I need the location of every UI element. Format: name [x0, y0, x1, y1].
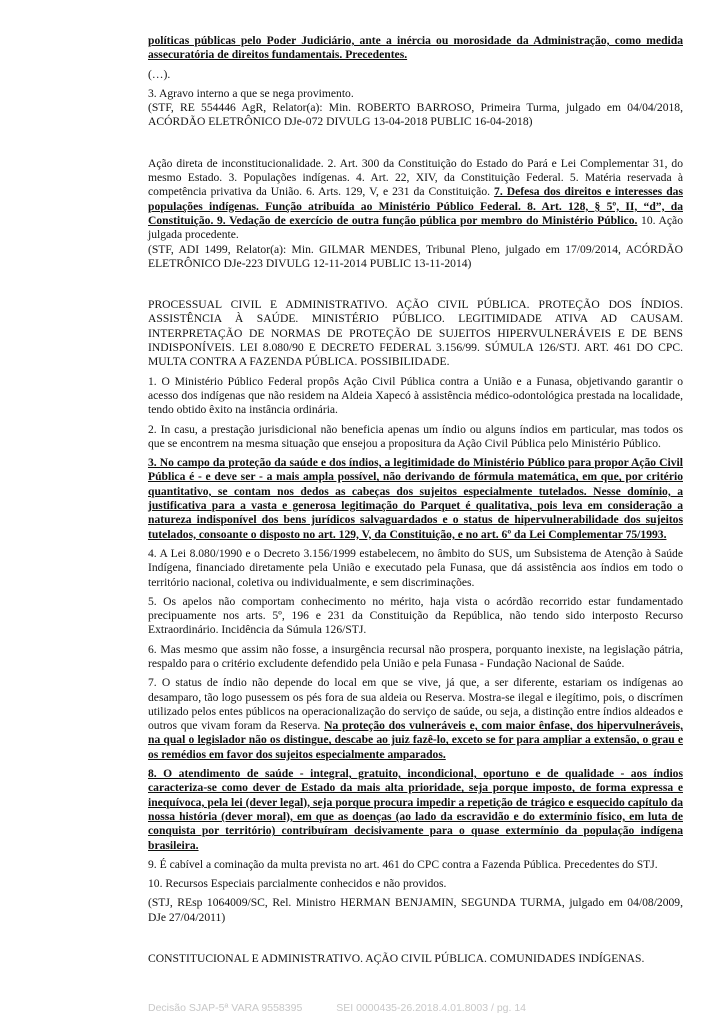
document-page [148, 34, 683, 971]
agravo-paragraph: 3. Agravo interno a que se nega provimento. [148, 86, 354, 100]
adi-ementa-text: Ação direta de inconstitucionalidade. 2. Art. 300 da Constituição do Estado do Pará e Lei Complementar 31, do mesmo Estado. 3. Populações indígenas. 4. Art. 22, XIV, da Constituição Federal. 5. Matéria reservada à competência privativa da União. 6. Arts. 129, V, e 231 da Constituição. [148, 156, 683, 199]
spacer [148, 135, 683, 157]
stf-adi-citation: (STF, ADI 1499, Relator(a): Min. GILMAR MENDES, Tribunal Pleno, julgado em 17/09/2014, ACÓRDÃO ELETRÔNICO DJe-223 DIVULG 12-11-2014 PUBLIC 13-11-2014) [148, 242, 683, 270]
resp-item-10: 10. Recursos Especiais parcialmente conhecidos e não providos. [148, 877, 447, 891]
resp-item-7-text: 7. O status de índio não depende do local em que se vive, já que, a ser diferente, estariam os indígenas ao desamparo, tão logo pusessem os pés fora de sua aldeia ou Reserva. Mostra-se ilegal e ilegítimo, pois, o discrímen utilizado pelos entes públicos na operacionalização do serviço de saúde, ou seja, a distinção entre índios aldeados e outros que vivam foram da Reserva. [148, 676, 683, 733]
resp-item-6: 6. Mas mesmo que assim não fosse, a insurgência recursal não prospera, porquanto inexiste, na legislação pátria, respaldo para o critério excludente defendido pela União e pela Funasa - Fundação Nacional de Saúde. [148, 642, 683, 670]
resp-ementa-heading: PROCESSUAL CIVIL E ADMINISTRATIVO. AÇÃO CIVIL PÚBLICA. PROTEÇÃO DOS ÍNDIOS. ASSISTÊNCIA À SAÚDE. MINISTÉRIO PÚBLICO. LEGITIMIDADE ATIVA AD CAUSAM. INTERPRETAÇÃO DE NORMAS DE PROTEÇÃO DE SUJEITOS HIPERVULNERÁVEIS E DE BENS INDISPONÍVEIS. LEI 8.080/90 E DECRETO FEDERAL 3.156/99. SÚMULA 126/STJ. ART. 461 DO CPC. MULTA CONTRA A FAZENDA PÚBLICA. POSSIBILIDADE. [148, 298, 683, 369]
adi-ementa-tail: 10. Ação julgada procedente. [148, 213, 683, 242]
resp-item-8: 8. O atendimento de saúde - integral, gratuito, incondicional, oportuno e de qualidade - aos índios caracteriza-se como dever de Estado da mais alta prioridade, seja porque imposto, de forma expressa e inequívoca, pela lei (dever legal), seja porque procura impedir a repetição de trágico e esquecido capítulo da nossa história (dever moral), em que as doenças (ao lado da escravidão e do extermínio físico, em luta de conquista por território) contribuíram decisivamente para o quase extermínio da população indígena brasileira. [148, 767, 683, 852]
adi-ementa-emphasis: 7. Defesa dos direitos e interesses das populações indígenas. Função atribuída ao Ministério Público Federal. 8. Art. 128, § 5º, II, “d”, da Constituição. 9. Vedação de exercício de outra função pública por membro do Ministério Público. [148, 185, 683, 227]
resp-item-3: 3. No campo da proteção da saúde e dos índios, a legitimidade do Ministério Público para propor Ação Civil Pública é - e deve ser - a mais ampla possível, não derivando de fórmula matemática, em que, por critério quantitativo, se contam nos dedos as cabeças dos sujeitos especialmente tutelados. Nesse domínio, a justificativa para a vasta e generosa legitimação do Parquet é qualitativa, pois leva em consideração a natureza indisponível dos bens jurídicos salvaguardados e o status de hipervulnerabilidade dos sujeitos tutelados, consoante o disposto no art. 129, V, da Constituição, e no art. 6º da Lei Complementar 75/1993. [148, 456, 683, 541]
paragraph-precedentes-conclusion: políticas públicas pelo Poder Judiciário, ante a inércia ou morosidade da Administração, como medida assecuratória de direitos fundamentais. Precedentes. [148, 34, 683, 62]
page-footer [148, 1002, 708, 1014]
resp-item-1: 1. O Ministério Público Federal propôs Ação Civil Pública contra a União e a Funasa, objetivando garantir o acesso dos indígenas que não residem na Aldeia Xapecó à assistência médico-odontológica prestada na localidade, tendo obtido êxito na instância ordinária. [148, 374, 683, 417]
resp-item-9: 9. É cabível a cominação da multa prevista no art. 461 do CPC contra a Fazenda Pública. Precedentes do STJ. [148, 857, 658, 871]
footer-decision-id: Decisão SJAP-5ª VARA 9558395 [148, 1002, 303, 1014]
footer-sei-page: SEI 0000435-26.2018.4.01.8003 / pg. 14 [336, 1002, 527, 1014]
spacer [148, 276, 683, 298]
resp-item-4: 4. A Lei 8.080/1990 e o Decreto 3.156/1999 estabelecem, no âmbito do SUS, um Subsistema de Atenção à Saúde Indígena, financiado diretamente pela União e executado pela Funasa, que dá assistência aos índios em todo o território nacional, coletiva ou individualmente, e sem discriminações. [148, 546, 683, 589]
resp-item-2: 2. In casu, a prestação jurisdicional não beneficia apenas um índio ou alguns índios em particular, mas todos os que se encontrem na mesma situação que ensejou a propositura da Ação Civil Pública pelo Ministério Público. [148, 422, 683, 450]
stj-resp-citation: (STJ, REsp 1064009/SC, Rel. Ministro HERMAN BENJAMIN, SEGUNDA TURMA, julgado em 04/08/2009, DJe 27/04/2011) [148, 896, 683, 924]
spacer [148, 930, 683, 952]
adi-ementa-paragraph [148, 157, 683, 243]
resp-item-5: 5. Os apelos não comportam conhecimento no mérito, haja vista o acórdão recorrido estar fundamentado precipuamente nos arts. 5º, 196 e 231 da Constituição da República, não tendo sido interposto Recurso Extraordinário. Incidência da Súmula 126/STJ. [148, 594, 683, 637]
next-ementa-heading: CONSTITUCIONAL E ADMINISTRATIVO. AÇÃO CIVIL PÚBLICA. COMUNIDADES INDÍGENAS. [148, 952, 645, 966]
stf-re-citation: (STF, RE 554446 AgR, Relator(a): Min. ROBERTO BARROSO, Primeira Turma, julgado em 04/04/2018, ACÓRDÃO ELETRÔNICO DJe-072 DIVULG 13-04-2018 PUBLIC 16-04-2018) [148, 101, 683, 129]
resp-item-7-emphasis: Na proteção dos vulneráveis e, com maior ênfase, dos hipervulneráveis, na qual o legislador não os distingue, descabe ao juiz fazê-lo, exceto se for para ampliar a extensão, o grau e os remédios em favor dos sujeitos especialmente amparados. [148, 719, 683, 761]
resp-item-7 [148, 676, 683, 762]
ellipsis-paragraph: (…). [148, 67, 171, 81]
